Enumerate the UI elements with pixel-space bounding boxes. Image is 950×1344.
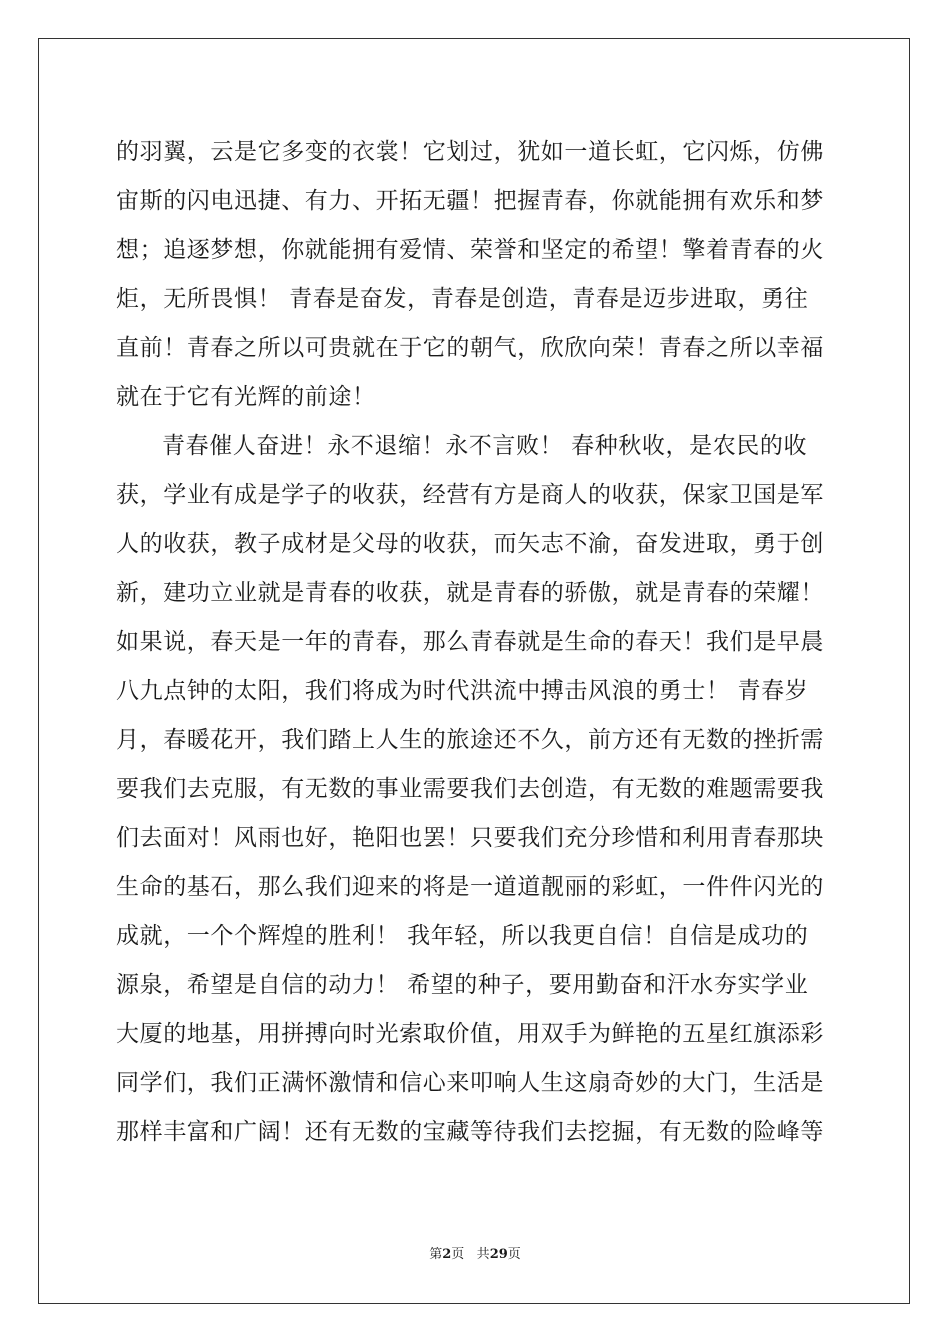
footer-prefix: 第 <box>429 1247 443 1262</box>
text-line: 那样丰富和广阔！还有无数的宝藏等待我们去挖掘，有无数的险峰等 <box>116 1119 824 1145</box>
text-line: 炬，无所畏惧！ 青春是奋发，青春是创造，青春是迈步进取，勇往 <box>116 286 809 312</box>
text-line: 想；追逐梦想，你就能拥有爱情、荣誉和坚定的希望！擎着青春的火 <box>116 237 824 263</box>
text-line: 生命的基石，那么我们迎来的将是一道道靓丽的彩虹，一件件闪光的 <box>116 874 824 900</box>
text-line: 宙斯的闪电迅捷、有力、开拓无疆！把握青春，你就能拥有欢乐和梦 <box>116 188 824 214</box>
text-line: 们去面对！风雨也好，艳阳也罢！只要我们充分珍惜和利用青春那块 <box>116 825 824 851</box>
text-line: 的羽翼，云是它多变的衣裳！它划过，犹如一道长虹，它闪烁，仿佛 <box>116 139 824 165</box>
current-page-number: 2 <box>442 1247 452 1262</box>
footer-total-prefix: 共 <box>476 1247 490 1262</box>
text-line: 如果说，春天是一年的青春，那么青春就是生命的春天！我们是早晨 <box>116 629 824 655</box>
text-line: 大厦的地基，用拼搏向时光索取价值，用双手为鲜艳的五星红旗添彩 <box>116 1021 824 1047</box>
text-line: 要我们去克服，有无数的事业需要我们去创造，有无数的难题需要我 <box>116 776 824 802</box>
document-body <box>116 128 834 1157</box>
page-footer <box>0 1246 950 1264</box>
text-line: 同学们，我们正满怀激情和信心来叩响人生这扇奇妙的大门，生活是 <box>116 1070 824 1096</box>
text-line: 就在于它有光辉的前途！ <box>116 384 376 410</box>
text-line: 八九点钟的太阳，我们将成为时代洪流中搏击风浪的勇士！ 青春岁 <box>116 678 809 704</box>
paragraph-start-line: 青春催人奋进！永不退缩！永不言败！ 春种秋收，是农民的收 <box>162 433 808 459</box>
text-line: 直前！青春之所以可贵就在于它的朝气，欣欣向荣！青春之所以幸福 <box>116 335 824 361</box>
text-line: 月，春暖花开，我们踏上人生的旅途还不久，前方还有无数的挫折需 <box>116 727 824 753</box>
text-line: 获，学业有成是学子的收获，经营有方是商人的收获，保家卫国是军 <box>116 482 824 508</box>
total-pages-number: 29 <box>489 1247 508 1262</box>
text-line: 人的收获，教子成材是父母的收获，而矢志不渝，奋发进取，勇于创 <box>116 531 824 557</box>
text-line: 成就，一个个辉煌的胜利！ 我年轻，所以我更自信！自信是成功的 <box>116 923 809 949</box>
text-line: 源泉，希望是自信的动力！ 希望的种子，要用勤奋和汗水夯实学业 <box>116 972 809 998</box>
footer-page-suffix: 页 <box>451 1247 465 1262</box>
text-line: 新，建功立业就是青春的收获，就是青春的骄傲，就是青春的荣耀！ <box>116 580 824 606</box>
footer-total-suffix: 页 <box>507 1247 521 1262</box>
